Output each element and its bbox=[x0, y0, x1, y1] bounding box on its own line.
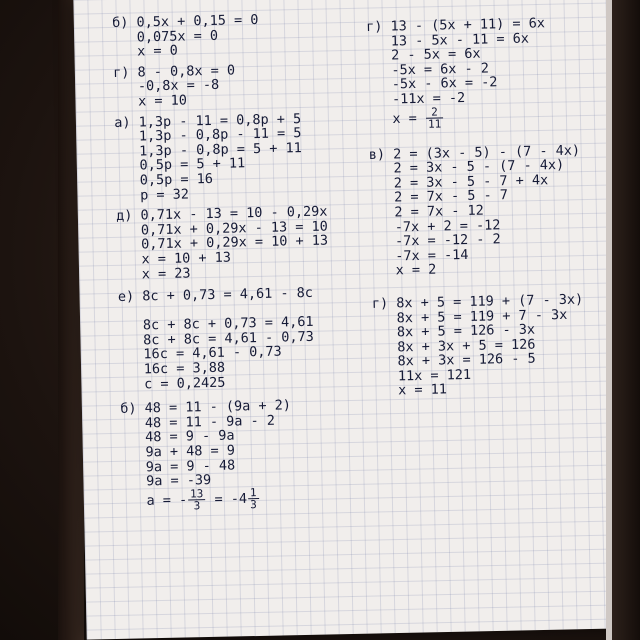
math-text: 1 bbox=[249, 485, 257, 500]
equation-line-answer bbox=[122, 485, 334, 511]
math-text: 2 bbox=[426, 106, 443, 118]
equation-line: 8x + 3x = 126 - 5 bbox=[373, 350, 536, 371]
equation-block bbox=[118, 286, 331, 393]
equation-line: -7x = -12 - 2 bbox=[370, 231, 501, 251]
equation-line: 8c + 8c + 0,73 = 4,61 bbox=[118, 314, 314, 335]
equation-line: x = 10 bbox=[113, 92, 188, 110]
equation-line: x = 10 + 13 bbox=[116, 249, 232, 268]
math-text: 11 bbox=[427, 117, 442, 131]
equation-line: -7x + 2 = -12 bbox=[370, 216, 501, 236]
equation-line: 16c = 3,88 bbox=[119, 359, 226, 378]
equation-line-header: а) 1,3p - 11 = 0,8p + 5 bbox=[114, 110, 302, 131]
equation-line: p = 32 bbox=[115, 185, 190, 204]
equation-line: 0,5p = 5 + 11 bbox=[114, 155, 246, 175]
math-text: 3 bbox=[250, 497, 257, 512]
equation-line: x = 2 bbox=[371, 261, 437, 280]
equation-line-header: г) 8 - 0,8x = 0 bbox=[113, 62, 236, 81]
equation-line: -5x - 6x = -2 bbox=[367, 74, 498, 94]
equation-line: 0,71x + 0,29x - 13 = 10 bbox=[116, 218, 328, 239]
equation-line: 8x + 5 = 126 - 3x bbox=[372, 321, 536, 342]
equation-line: 11x = 121 bbox=[373, 366, 472, 385]
equation-line-header: г) 13 - (5x + 11) = 6x bbox=[365, 15, 546, 35]
equation-line-header: б) 48 = 11 - (9a + 2) bbox=[120, 397, 292, 418]
equation-line: 48 = 9 - 9a bbox=[120, 427, 235, 447]
fraction bbox=[248, 487, 259, 510]
math-text: 13 bbox=[189, 487, 204, 501]
equation-line-header: г) 8x + 5 = 119 + (7 - 3x) bbox=[371, 291, 584, 312]
equation-line: 13 - 5x - 11 = 6x bbox=[366, 30, 530, 50]
equation-line: -11x = -2 bbox=[367, 89, 466, 108]
equation-line: 8x + 5 = 119 + 7 - 3x bbox=[372, 306, 568, 327]
equation-line-header: б) 0,5x + 0,15 = 0 bbox=[111, 11, 259, 31]
equation-block bbox=[372, 292, 585, 399]
equation-block bbox=[116, 205, 329, 282]
equation-line: x = 23 bbox=[117, 264, 191, 283]
equation-line: 9a = -39 bbox=[121, 472, 212, 491]
equation-line-header: е) 8c + 0,73 = 4,61 - 8c bbox=[117, 284, 314, 306]
equation-line: 16c = 4,61 - 0,73 bbox=[118, 343, 282, 364]
equation-line: 9a + 48 = 9 bbox=[120, 442, 236, 461]
equation-line: 2 = 7x - 12 bbox=[369, 202, 484, 221]
left-column-solutions bbox=[112, 12, 334, 512]
equation-line-answer bbox=[368, 103, 580, 129]
math-text: = -4 bbox=[206, 490, 248, 508]
math-text: x = bbox=[367, 109, 426, 128]
equation-line: 9a = 9 - 48 bbox=[121, 457, 236, 476]
equation-line: 0,075x = 0 bbox=[112, 27, 219, 46]
equation-line: 2 = 3x - 5 - 7 + 4x bbox=[369, 171, 549, 192]
equation-line: 8c + 8c = 4,61 - 0,73 bbox=[118, 328, 315, 349]
equation-line: -7x = -14 bbox=[370, 246, 469, 265]
math-text: 3 bbox=[193, 499, 201, 513]
right-column-solutions bbox=[366, 16, 585, 399]
equation-line-header: д) 0,71x - 13 = 10 - 0,29x bbox=[116, 203, 328, 225]
equation-line-header: в) 2 = (3x - 5) - (7 - 4x) bbox=[368, 142, 581, 163]
equation-block bbox=[369, 143, 583, 279]
equation-line: 0,5p = 16 bbox=[115, 170, 214, 189]
equation-line: 0,71x + 0,29x = 10 + 13 bbox=[116, 232, 329, 254]
equation-line: 1,3p - 0,8p - 11 = 5 bbox=[114, 125, 302, 146]
math-text: a = - bbox=[121, 491, 188, 510]
equation-block bbox=[120, 398, 334, 512]
equation-line: 48 = 11 - 9a - 2 bbox=[120, 412, 276, 432]
equation-block bbox=[366, 16, 580, 130]
fraction bbox=[426, 106, 444, 129]
equation-line: -5x = 6x - 2 bbox=[366, 60, 490, 79]
equation-block bbox=[114, 111, 327, 203]
equation-line: x = 11 bbox=[373, 381, 448, 400]
equation-block bbox=[113, 61, 325, 109]
notebook-cover-edge bbox=[612, 0, 640, 640]
equation-line: 2 = 3x - 5 - (7 - 4x) bbox=[368, 157, 565, 178]
equation-line: 2 = 7x - 5 - 7 bbox=[369, 187, 509, 207]
equation-line: -0,8x = -8 bbox=[113, 77, 220, 96]
equation-line: 1,3p - 0,8p = 5 + 11 bbox=[114, 139, 302, 160]
fraction bbox=[188, 488, 206, 511]
equation-block bbox=[112, 12, 324, 60]
equation-line: x = 0 bbox=[112, 42, 178, 61]
equation-line: 8x + 3x + 5 = 126 bbox=[372, 336, 536, 356]
equation-line: c = 0,2425 bbox=[119, 374, 226, 393]
equation-line: 2 - 5x = 6x bbox=[366, 45, 481, 65]
